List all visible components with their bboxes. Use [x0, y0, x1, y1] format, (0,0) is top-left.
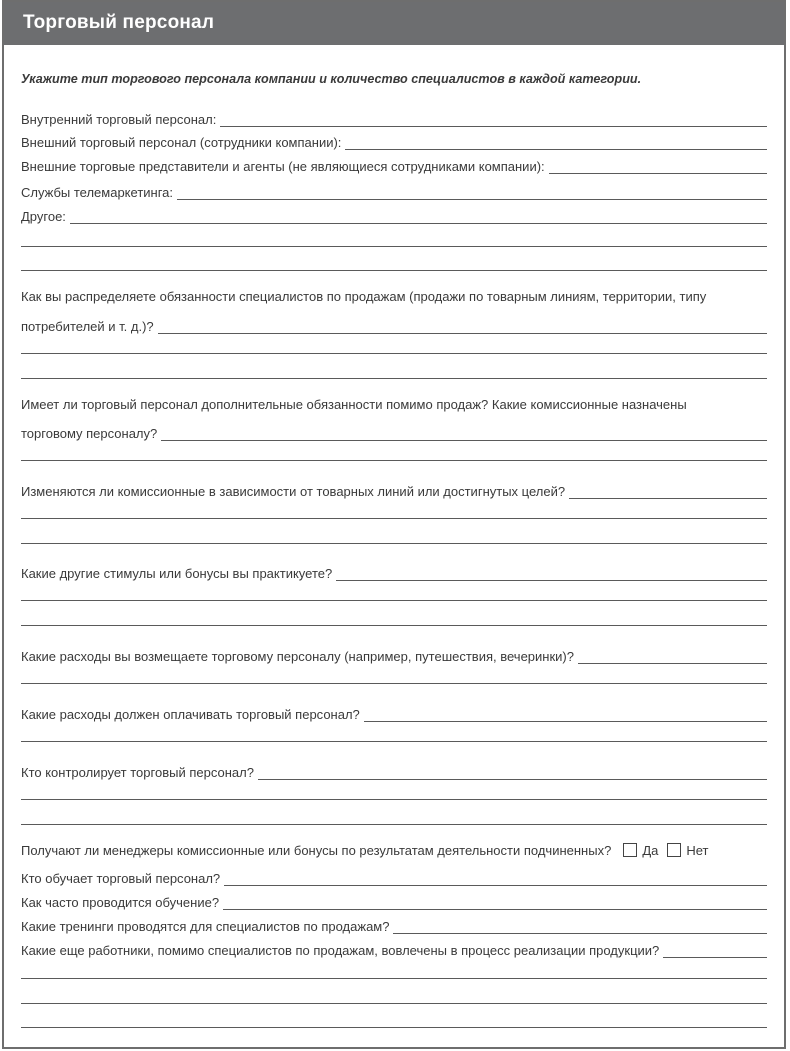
- answer-line[interactable]: [345, 137, 767, 150]
- field-label: Какие расходы должен оплачивать торговый персонал?: [21, 707, 360, 722]
- field-label: Внутренний торговый персонал:: [21, 112, 217, 127]
- field-label: Какие расходы вы возмещаете торговому персоналу (например, путешествия, вечеринки)?: [21, 649, 574, 664]
- answer-line[interactable]: [21, 1003, 767, 1004]
- question-duties-line1: Имеет ли торговый персонал дополнительные обязанности помимо продаж? Какие комиссионные назначены: [21, 397, 687, 412]
- answer-line[interactable]: [21, 824, 767, 825]
- field-label: потребителей и т. д.)?: [21, 319, 154, 334]
- field-internal-staff[interactable]: [21, 107, 767, 127]
- field-expenses-paid[interactable]: [21, 702, 767, 722]
- field-training-who[interactable]: [21, 866, 767, 886]
- answer-line[interactable]: [21, 246, 767, 247]
- answer-line[interactable]: [21, 683, 767, 684]
- field-telemarketing[interactable]: [21, 180, 767, 200]
- field-training-frequency[interactable]: [21, 890, 767, 910]
- answer-line[interactable]: [220, 114, 767, 127]
- field-trainings[interactable]: [21, 914, 767, 934]
- field-label: Кто обучает торговый персонал?: [21, 871, 221, 886]
- header-bar: [4, 2, 784, 45]
- field-label: Какие другие стимулы или бонусы вы практикуете?: [21, 566, 333, 581]
- question-managers-text: Получают ли менеджеры комиссионные или бонусы по результатам деятельности подчиненных?: [21, 843, 612, 858]
- answer-line[interactable]: [258, 767, 767, 780]
- field-label: Внешний торговый персонал (сотрудники компании):: [21, 135, 342, 150]
- answer-line[interactable]: [663, 945, 767, 958]
- answer-line[interactable]: [569, 486, 767, 499]
- answer-line[interactable]: [21, 270, 767, 271]
- no-checkbox[interactable]: [667, 843, 681, 857]
- no-label: Нет: [686, 843, 709, 858]
- question-distribution-line1: Как вы распределяете обязанности специалистов по продажам (продажи по товарным линиям, территории, типу: [21, 289, 707, 304]
- yes-label: Да: [642, 843, 659, 858]
- field-expenses-reimbursed[interactable]: [21, 644, 767, 664]
- answer-line[interactable]: [177, 187, 767, 200]
- field-external-staff[interactable]: [21, 130, 767, 150]
- answer-line[interactable]: [578, 651, 767, 664]
- field-incentives[interactable]: [21, 561, 767, 581]
- answer-line[interactable]: [21, 543, 767, 544]
- field-commission-change[interactable]: [21, 479, 767, 499]
- answer-line[interactable]: [21, 741, 767, 742]
- field-label: торговому персоналу?: [21, 426, 158, 441]
- field-duties[interactable]: [21, 421, 767, 441]
- answer-line[interactable]: [224, 873, 767, 886]
- field-distribution[interactable]: [21, 314, 767, 334]
- answer-line[interactable]: [21, 460, 767, 461]
- field-other[interactable]: [21, 204, 767, 224]
- field-external-agents[interactable]: [21, 154, 767, 174]
- page-title: Торговый персонал: [23, 12, 215, 33]
- answer-line[interactable]: [21, 600, 767, 601]
- answer-line[interactable]: [21, 518, 767, 519]
- field-label: Какие тренинги проводятся для специалистов по продажам?: [21, 919, 390, 934]
- answer-line[interactable]: [336, 568, 767, 581]
- answer-line[interactable]: [21, 1027, 767, 1028]
- question-managers: [21, 843, 709, 858]
- answer-line[interactable]: [21, 799, 767, 800]
- answer-line[interactable]: [21, 625, 767, 626]
- field-other-staff[interactable]: [21, 938, 767, 958]
- field-label: Изменяются ли комиссионные в зависимости от товарных линий или достигнутых целей?: [21, 484, 566, 499]
- field-label: Службы телемаркетинга:: [21, 185, 174, 200]
- intro-instruction: Укажите тип торгового персонала компании и количество специалистов в каждой категории.: [21, 72, 642, 86]
- field-label: Внешние торговые представители и агенты (не являющиеся сотрудниками компании):: [21, 159, 545, 174]
- answer-line[interactable]: [158, 321, 767, 334]
- field-label: Какие еще работники, помимо специалистов по продажам, вовлечены в процесс реализации продукции?: [21, 943, 660, 958]
- answer-line[interactable]: [223, 897, 767, 910]
- answer-line[interactable]: [393, 921, 767, 934]
- answer-line[interactable]: [364, 709, 767, 722]
- field-label: Как часто проводится обучение?: [21, 895, 220, 910]
- answer-line[interactable]: [161, 428, 767, 441]
- field-label: Другое:: [21, 209, 66, 224]
- answer-line[interactable]: [21, 978, 767, 979]
- answer-line[interactable]: [549, 161, 767, 174]
- answer-line[interactable]: [21, 378, 767, 379]
- yes-checkbox[interactable]: [623, 843, 637, 857]
- answer-line[interactable]: [70, 211, 767, 224]
- field-control[interactable]: [21, 760, 767, 780]
- field-label: Кто контролирует торговый персонал?: [21, 765, 254, 780]
- answer-line[interactable]: [21, 353, 767, 354]
